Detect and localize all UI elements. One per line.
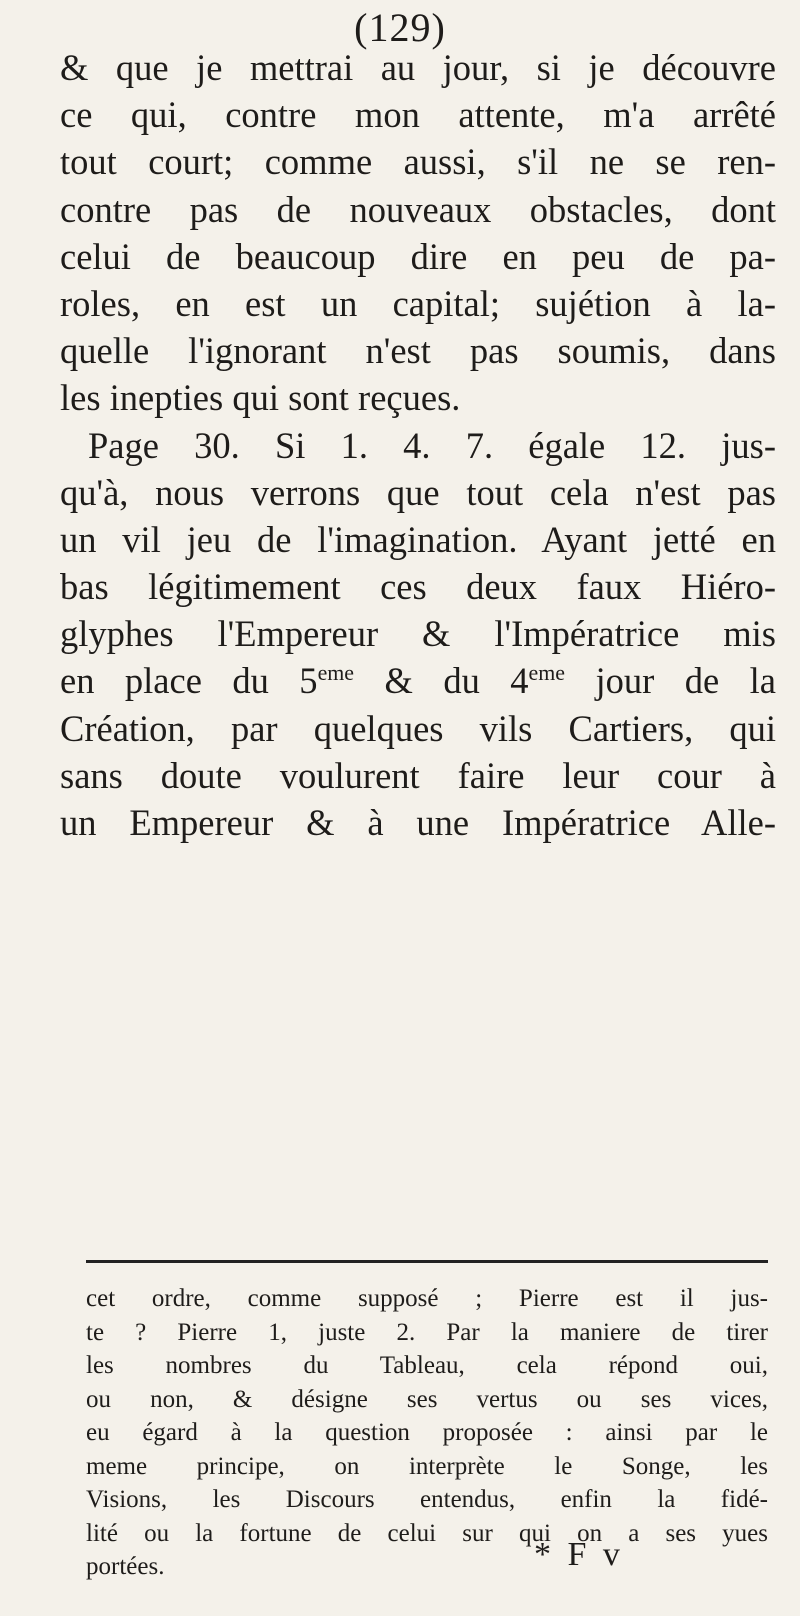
main-line: celui de beaucoup dire en peu de pa-	[60, 235, 776, 277]
footnote-line: eu égard à la question proposée : ainsi par le	[86, 1419, 768, 1446]
main-line: glyphes l'Empereur & l'Impératrice mis	[60, 613, 776, 655]
footnote-line: te ? Pierre 1, juste 2. Par la maniere de tirer	[86, 1318, 768, 1346]
main-line: roles, en est un capital; sujétion à la-	[60, 282, 776, 324]
main-line: un Empereur & à une Impératrice Alle-	[60, 802, 776, 843]
footnote-line: lité ou la fortune de celui sur qui on a ses yues	[86, 1519, 768, 1547]
page-number: (129)	[354, 5, 446, 50]
signature-mark: * F v	[534, 1536, 624, 1573]
main-line: ce qui, contre mon attente, m'a arrêté	[60, 94, 776, 136]
main-line: un vil jeu de l'imagination. Ayant jetté en	[60, 518, 776, 560]
main-line: en place du 5eme & du 4eme jour de la	[60, 660, 776, 702]
footnote-line: meme principe, on interprète le Songe, les	[86, 1452, 768, 1480]
footnote	[86, 1282, 768, 1584]
footnote-line: portées.	[86, 1553, 165, 1580]
main-line: Création, par quelques vils Cartiers, qui	[60, 707, 776, 749]
main-line: les inepties qui sont reçues.	[60, 377, 461, 419]
main-line: & que je mettrai au jour, si je découvre	[60, 47, 776, 88]
footnote-line: Visions, les Discours entendus, enfin la fidé-	[86, 1486, 768, 1513]
main-line: tout court; comme aussi, s'il ne se ren-	[60, 141, 776, 183]
footnote-divider	[86, 1260, 768, 1263]
footnote-line: les nombres du Tableau, cela répond oui,	[86, 1352, 768, 1379]
main-text	[60, 44, 776, 846]
footnote-line: cet ordre, comme supposé ; Pierre est il jus-	[86, 1285, 768, 1312]
main-line: qu'à, nous verrons que tout cela n'est pas	[60, 471, 776, 513]
main-line: sans doute voulurent faire leur cour à	[60, 754, 776, 796]
main-line: contre pas de nouveaux obstacles, dont	[60, 188, 776, 230]
main-line: bas légitimement ces deux faux Hiéro-	[60, 566, 776, 608]
main-line: quelle l'ignorant n'est pas soumis, dans	[60, 330, 776, 372]
main-line: Page 30. Si 1. 4. 7. égale 12. jus-	[88, 424, 776, 466]
footnote-line: ou non, & désigne ses vertus ou ses vices,	[86, 1385, 768, 1413]
